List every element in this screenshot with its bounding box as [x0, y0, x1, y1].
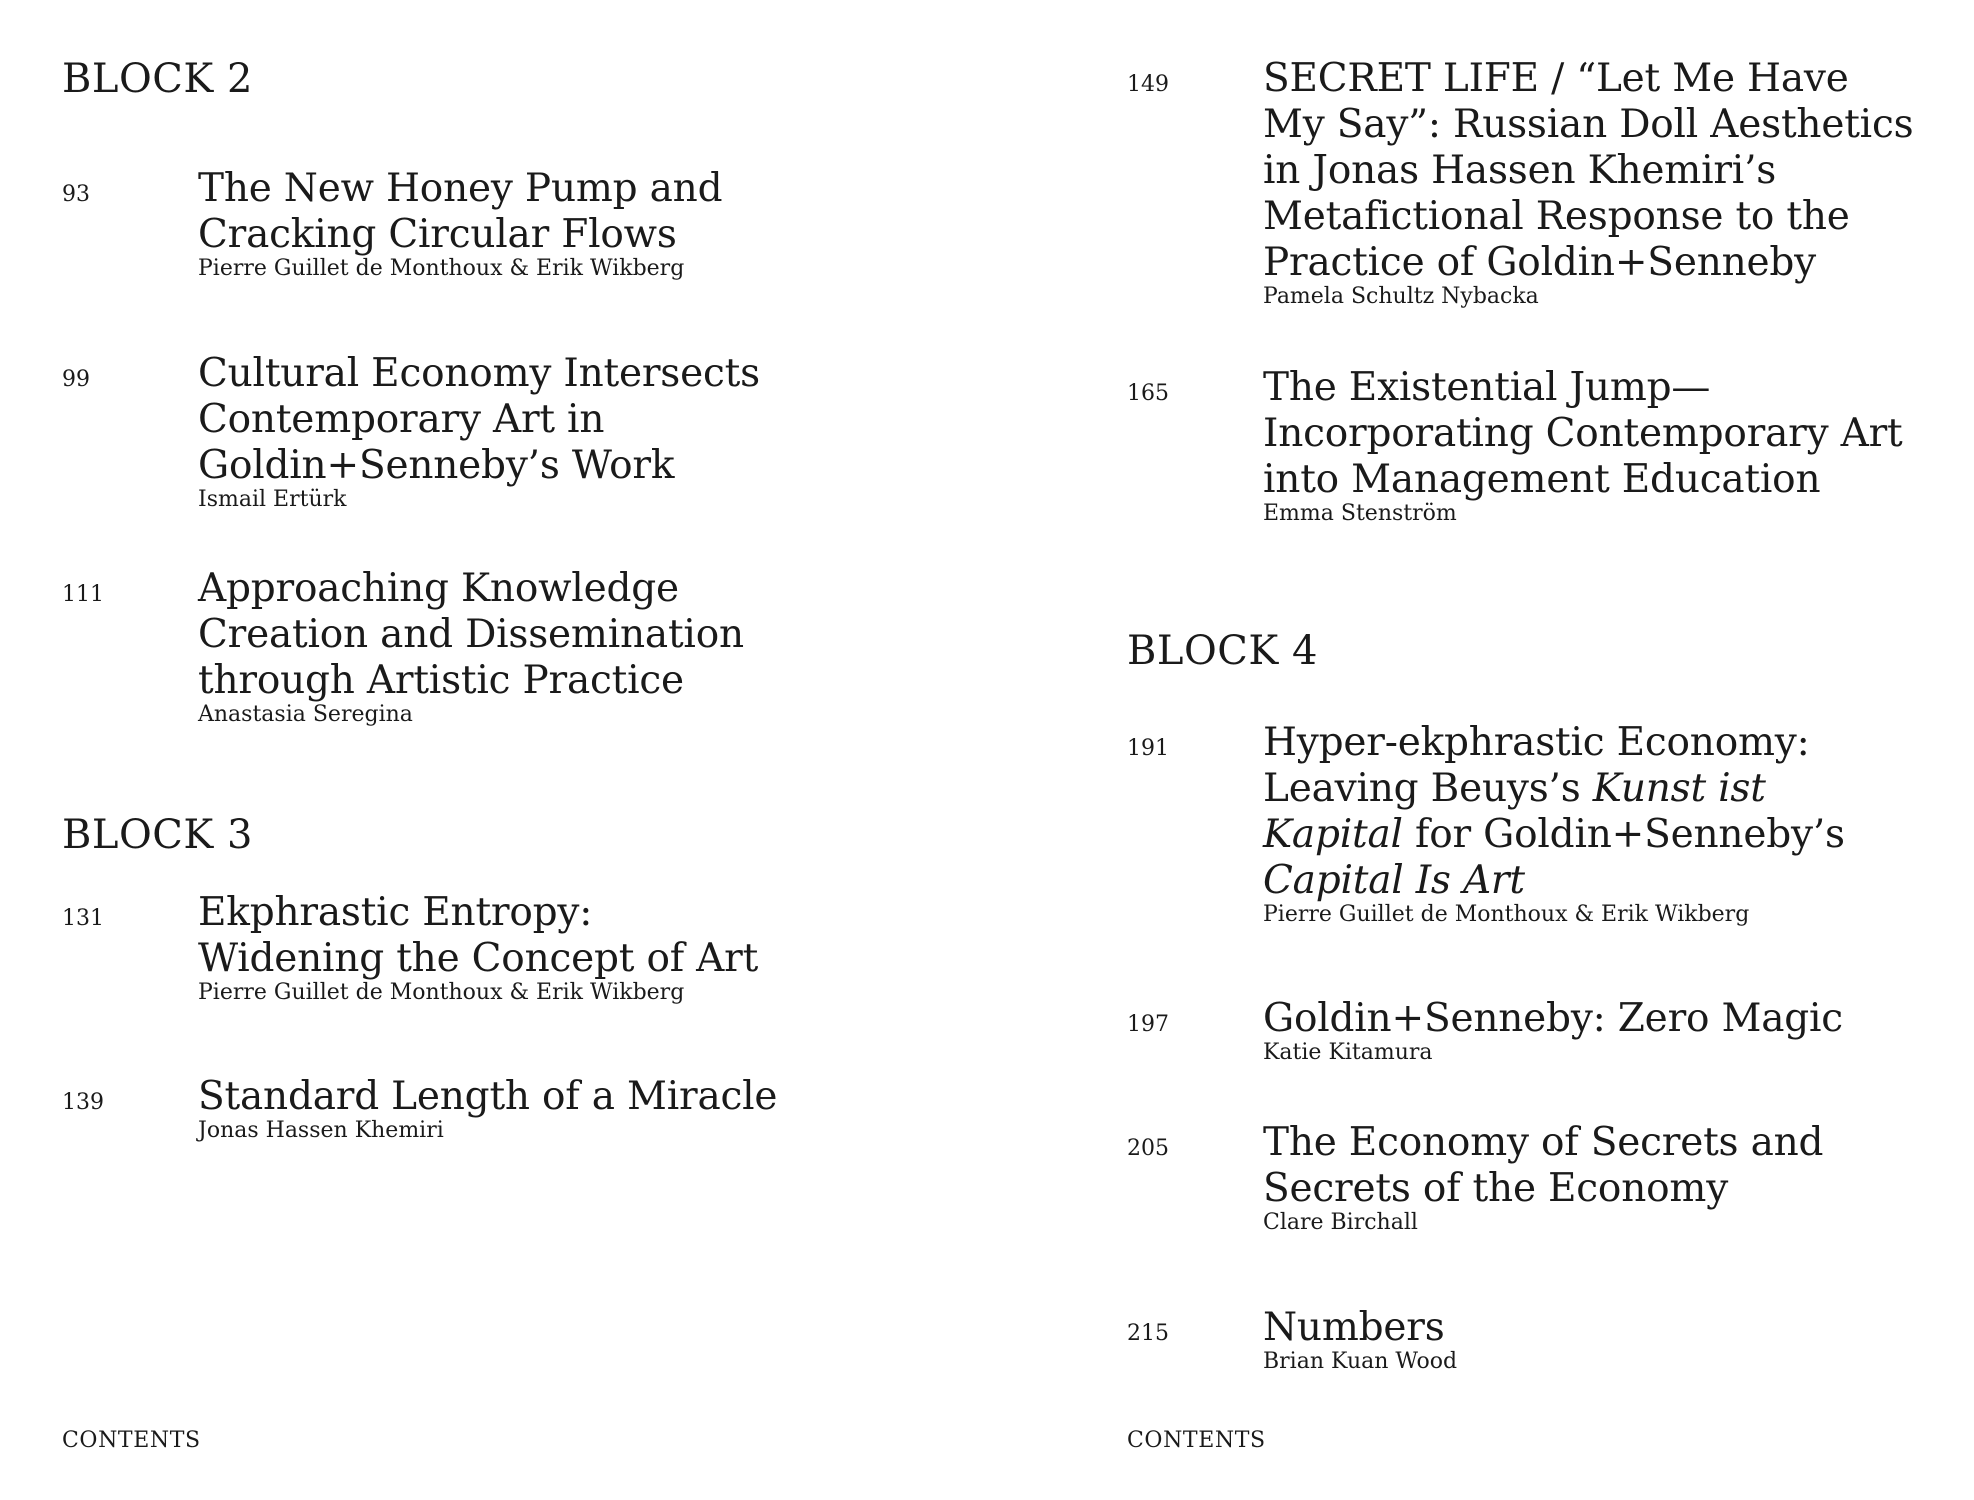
- footer-running-head: CONTENTS: [62, 1428, 201, 1453]
- entry-title: Ekphrastic Entropy: Widening the Concept of Art: [198, 890, 759, 981]
- entry-body: [198, 566, 744, 728]
- page-number: 215: [1127, 1321, 1169, 1346]
- italic-work-title: Capital Is Art: [1263, 858, 1525, 903]
- entry-title: Goldin+Senneby: Zero Magic: [1263, 996, 1843, 1041]
- italic-work-title: Kapital: [1263, 812, 1403, 857]
- entry-body: [1263, 56, 1913, 310]
- block-heading: BLOCK 2: [62, 56, 253, 102]
- page-number: 131: [62, 906, 104, 931]
- entry-author: Pierre Guillet de Monthoux & Erik Wikberg: [198, 980, 685, 1005]
- entry-body: [198, 351, 760, 513]
- entry-title: The Existential Jump— Incorporating Contemporary Art into Management Education: [1263, 365, 1903, 502]
- entry-author: Pierre Guillet de Monthoux & Erik Wikberg: [198, 256, 685, 281]
- page-number: 205: [1127, 1136, 1169, 1161]
- entry-author: Katie Kitamura: [1263, 1040, 1433, 1065]
- entry-author: Anastasia Seregina: [198, 702, 413, 727]
- entry-body: [1263, 1305, 1457, 1375]
- block-heading: BLOCK 3: [62, 812, 253, 858]
- page-number: 139: [62, 1090, 104, 1115]
- entry-title: The Economy of Secrets and Secrets of the Economy: [1263, 1120, 1824, 1211]
- entry-body: [1263, 996, 1843, 1066]
- right-page: [987, 0, 1974, 1500]
- entry-title: Hyper-ekphrastic Economy: Leaving Beuys’s Kunst ist Kapital for Goldin+Senneby’s Capital Is Art: [1263, 720, 1845, 903]
- entry-title: Approaching Knowledge Creation and Dissemination through Artistic Practice: [198, 566, 744, 703]
- page-number: 191: [1127, 736, 1169, 761]
- entry-body: [198, 890, 758, 1006]
- entry-author: Brian Kuan Wood: [1263, 1349, 1458, 1374]
- entry-body: [1263, 1120, 1823, 1236]
- page-number: 149: [1127, 72, 1169, 97]
- entry-title: SECRET LIFE / “Let Me Have My Say”: Russian Doll Aesthetics in Jonas Hassen Khemiri’s Metafictional Response to the Practice of Goldin+Senneby: [1263, 56, 1914, 285]
- block-heading: BLOCK 4: [1127, 628, 1318, 674]
- footer-running-head: CONTENTS: [1127, 1428, 1266, 1453]
- page-number: 197: [1127, 1012, 1169, 1037]
- entry-author: Ismail Ertürk: [198, 487, 347, 512]
- page-number: 165: [1127, 381, 1169, 406]
- entry-body: [198, 1074, 777, 1144]
- entry-title: Numbers: [1263, 1305, 1445, 1350]
- entry-author: Pierre Guillet de Monthoux & Erik Wikberg: [1263, 902, 1750, 927]
- entry-author: Pamela Schultz Nybacka: [1263, 284, 1539, 309]
- entry-body: [198, 166, 722, 282]
- entry-body: [1263, 365, 1903, 527]
- entry-body: [1263, 720, 1845, 928]
- entry-author: Jonas Hassen Khemiri: [198, 1118, 444, 1143]
- entry-title: The New Honey Pump and Cracking Circular Flows: [198, 166, 723, 257]
- italic-work-title: Kunst ist: [1592, 766, 1766, 811]
- entry-title: Standard Length of a Miracle: [198, 1074, 778, 1119]
- page-number: 99: [62, 367, 90, 392]
- entry-author: Emma Stenström: [1263, 501, 1457, 526]
- entry-title: Cultural Economy Intersects Contemporary Art in Goldin+Senneby’s Work: [198, 351, 760, 488]
- page-number: 93: [62, 182, 90, 207]
- entry-author: Clare Birchall: [1263, 1210, 1418, 1235]
- page-number: 111: [62, 582, 104, 607]
